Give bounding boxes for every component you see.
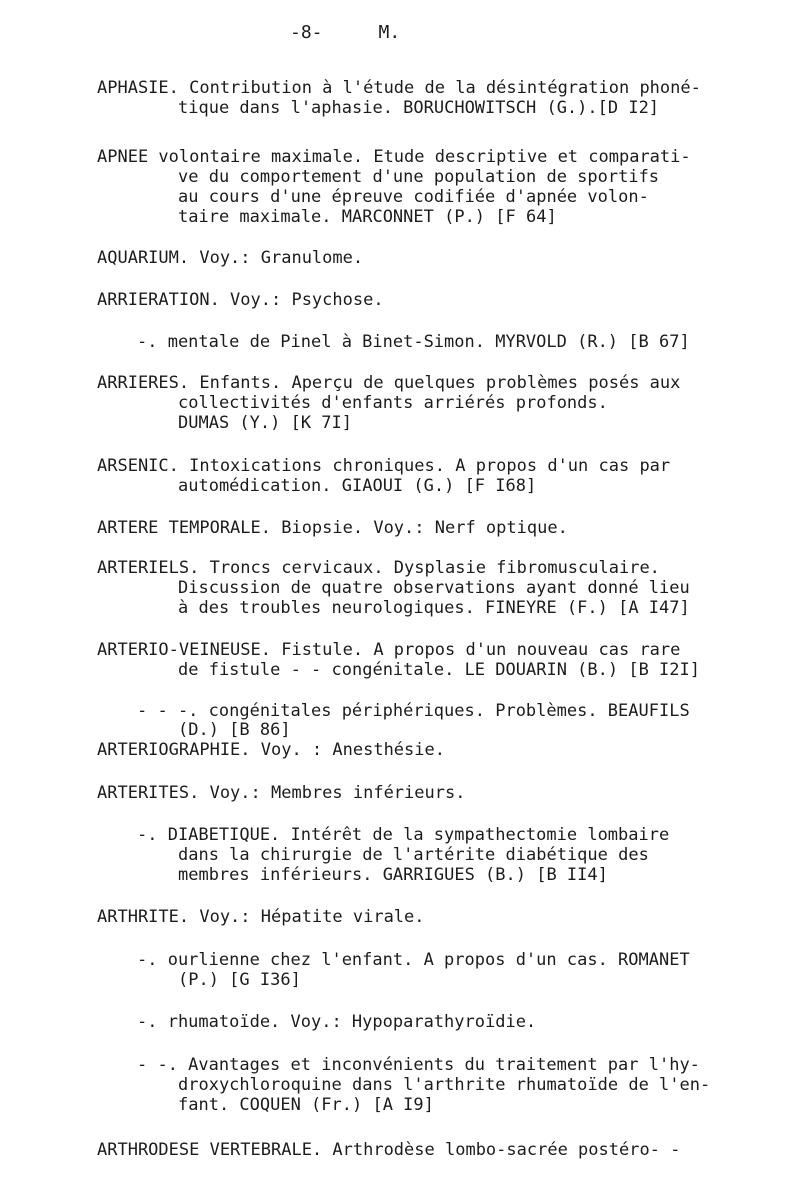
entry-arrieres-line-2: collectivités d'enfants arriérés profonds. [178, 393, 608, 413]
entry-diabetique-line-1: -. DIABETIQUE. Intérêt de la sympathectomie lombaire [137, 825, 670, 845]
entry-apnee-line-2: ve du comportement d'une population de sportifs [178, 167, 660, 187]
entry-apnee-line-4: taire maximale. MARCONNET (P.) [F 64] [178, 207, 557, 227]
entry-arteriels-line-3: à des troubles neurologiques. FINEYRE (F.) [A I47] [178, 598, 690, 618]
entry-hydroxychloroquine-line-2: droxychloroquine dans l'arthrite rhumatoïde de l'en- [178, 1075, 711, 1095]
entry-congenitales-line-2: (D.) [B 86] [178, 720, 291, 740]
entry-arthrite: ARTHRITE. Voy.: Hépatite virale. [97, 907, 425, 927]
entry-arterio-veineuse-line-1: ARTERIO-VEINEUSE. Fistule. A propos d'un nouveau cas rare [97, 640, 681, 660]
entry-aphasie-line-1: APHASIE. Contribution à l'étude de la désintégration phoné- [97, 78, 701, 98]
entry-aphasie-line-2: tique dans l'aphasie. BORUCHOWITSCH (G.).[D I2] [178, 98, 660, 118]
entry-ourlienne-line-2: (P.) [G I36] [178, 970, 301, 990]
entry-arteriographie: ARTERIOGRAPHIE. Voy. : Anesthésie. [97, 740, 445, 760]
entry-arrieres-line-3: DUMAS (Y.) [K 7I] [178, 413, 352, 433]
entry-arterites: ARTERITES. Voy.: Membres inférieurs. [97, 783, 466, 803]
entry-congenitales-line-1: - - -. congénitales périphériques. Problèmes. BEAUFILS [137, 701, 690, 721]
entry-arrieration-mentale: -. mentale de Pinel à Binet-Simon. MYRVOLD (R.) [B 67] [137, 332, 690, 352]
entry-ourlienne-line-1: -. ourlienne chez l'enfant. A propos d'un cas. ROMANET [137, 950, 690, 970]
entry-rhumatoide: -. rhumatoïde. Voy.: Hypoparathyroïdie. [137, 1012, 537, 1032]
entry-arrieres-line-1: ARRIERES. Enfants. Aperçu de quelques problèmes posés aux [97, 373, 681, 393]
entry-arteriels-line-1: ARTERIELS. Troncs cervicaux. Dysplasie fibromusculaire. [97, 558, 660, 578]
entry-arthrodese: ARTHRODESE VERTEBRALE. Arthrodèse lombo-sacrée postéro- - [97, 1140, 681, 1160]
entry-aquarium: AQUARIUM. Voy.: Granulome. [97, 248, 364, 268]
entry-diabetique-line-2: dans la chirurgie de l'artérite diabétique des [178, 845, 649, 865]
section-letter: M. [378, 22, 401, 43]
entry-arsenic-line-1: ARSENIC. Intoxications chroniques. A propos d'un cas par [97, 456, 671, 476]
page-header [290, 22, 400, 43]
entry-hydroxychloroquine-line-3: fant. COQUEN (Fr.) [A I9] [178, 1095, 434, 1115]
entry-apnee-line-3: au cours d'une épreuve codifiée d'apnée volon- [178, 187, 649, 207]
entry-arteriels-line-2: Discussion de quatre observations ayant donné lieu [178, 578, 690, 598]
entry-arsenic-line-2: automédication. GIAOUI (G.) [F I68] [178, 476, 537, 496]
entry-arterio-veineuse-line-2: de fistule - - congénitale. LE DOUARIN (B.) [B I2I] [178, 660, 700, 680]
entry-artere-temporale: ARTERE TEMPORALE. Biopsie. Voy.: Nerf optique. [97, 518, 568, 538]
entry-apnee-line-1: APNEE volontaire maximale. Etude descriptive et comparati- [97, 147, 691, 167]
entry-hydroxychloroquine-line-1: - -. Avantages et inconvénients du traitement par l'hy- [137, 1055, 700, 1075]
page-number: -8- [290, 22, 323, 43]
entry-arrieration: ARRIERATION. Voy.: Psychose. [97, 290, 384, 310]
entry-diabetique-line-3: membres inférieurs. GARRIGUES (B.) [B II4] [178, 865, 608, 885]
